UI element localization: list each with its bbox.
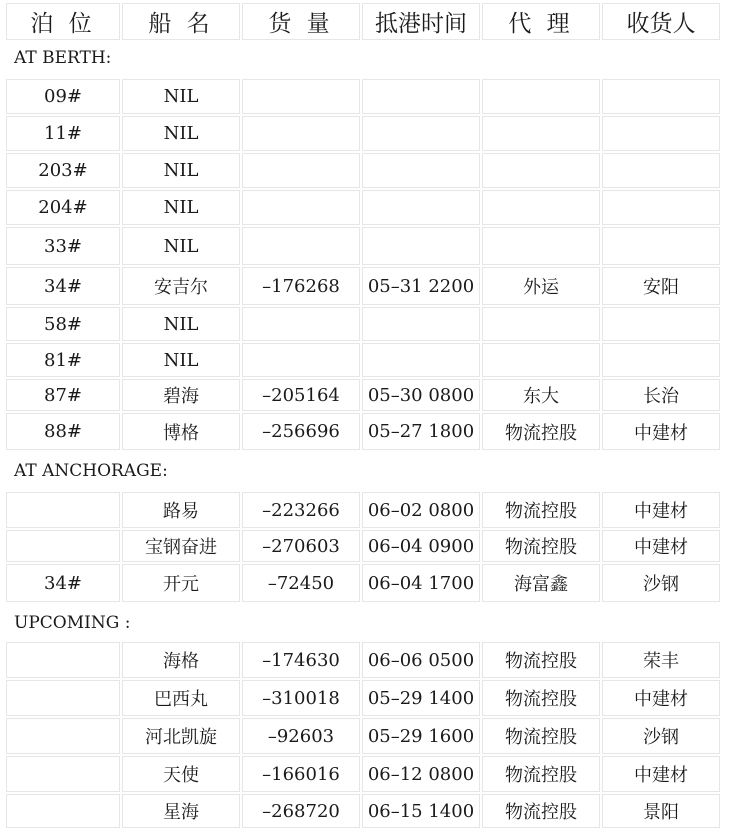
arrival-cell: 05–29 1400 bbox=[362, 680, 480, 716]
berth-cell: 87# bbox=[6, 379, 120, 411]
quantity-cell bbox=[242, 190, 360, 225]
vessel-cell: 河北凯旋 bbox=[122, 718, 240, 754]
berth-cell bbox=[6, 756, 120, 792]
agent-cell: 物流控股 bbox=[482, 718, 600, 754]
table-row bbox=[6, 756, 734, 792]
agent-cell bbox=[482, 190, 600, 225]
arrival-cell bbox=[362, 116, 480, 151]
table-row bbox=[6, 680, 734, 716]
agent-cell: 物流控股 bbox=[482, 530, 600, 562]
arrival-cell: 05–27 1800 bbox=[362, 413, 480, 450]
quantity-cell bbox=[242, 153, 360, 188]
arrival-cell: 06–04 1700 bbox=[362, 564, 480, 602]
vessel-cell: 路易 bbox=[122, 492, 240, 528]
vessel-cell: NIL bbox=[122, 307, 240, 341]
arrival-cell bbox=[362, 227, 480, 265]
header-agent: 代 理 bbox=[482, 3, 600, 40]
arrival-cell: 05–29 1600 bbox=[362, 718, 480, 754]
berth-cell bbox=[6, 642, 120, 678]
arrival-cell bbox=[362, 79, 480, 114]
table-row bbox=[6, 267, 734, 305]
arrival-cell bbox=[362, 343, 480, 377]
vessel-cell: 巴西丸 bbox=[122, 680, 240, 716]
header-quantity: 货 量 bbox=[242, 3, 360, 40]
berth-cell: 203# bbox=[6, 153, 120, 188]
quantity-cell bbox=[242, 116, 360, 151]
vessel-cell: NIL bbox=[122, 116, 240, 151]
table-row bbox=[6, 153, 734, 188]
arrival-cell bbox=[362, 153, 480, 188]
arrival-cell: 05–30 0800 bbox=[362, 379, 480, 411]
quantity-cell: –92603 bbox=[242, 718, 360, 754]
vessel-cell: NIL bbox=[122, 343, 240, 377]
consignee-cell: 中建材 bbox=[602, 680, 720, 716]
section-title-at-berth: AT BERTH: bbox=[14, 48, 112, 68]
berth-cell: 09# bbox=[6, 79, 120, 114]
consignee-cell bbox=[602, 79, 720, 114]
arrival-cell bbox=[362, 307, 480, 341]
agent-cell: 物流控股 bbox=[482, 756, 600, 792]
arrival-cell bbox=[362, 190, 480, 225]
table-row bbox=[6, 413, 734, 450]
vessel-cell: 海格 bbox=[122, 642, 240, 678]
arrival-cell: 06–12 0800 bbox=[362, 756, 480, 792]
agent-cell bbox=[482, 79, 600, 114]
table-row bbox=[6, 564, 734, 602]
table-row bbox=[6, 530, 734, 562]
header-consignee: 收货人 bbox=[602, 3, 720, 40]
quantity-cell: –256696 bbox=[242, 413, 360, 450]
agent-cell: 东大 bbox=[482, 379, 600, 411]
berth-cell bbox=[6, 794, 120, 828]
header-row bbox=[6, 3, 734, 40]
berth-cell: 204# bbox=[6, 190, 120, 225]
table-row bbox=[6, 343, 734, 377]
arrival-cell: 05–31 2200 bbox=[362, 267, 480, 305]
quantity-cell: –72450 bbox=[242, 564, 360, 602]
table-row bbox=[6, 718, 734, 754]
arrival-cell: 06–04 0900 bbox=[362, 530, 480, 562]
vessel-cell: 宝钢奋进 bbox=[122, 530, 240, 562]
berth-cell bbox=[6, 492, 120, 528]
table-row bbox=[6, 379, 734, 411]
consignee-cell: 中建材 bbox=[602, 413, 720, 450]
agent-cell bbox=[482, 153, 600, 188]
consignee-cell: 荣丰 bbox=[602, 642, 720, 678]
vessel-cell: 安吉尔 bbox=[122, 267, 240, 305]
berth-cell: 34# bbox=[6, 267, 120, 305]
table-row bbox=[6, 794, 734, 828]
vessel-cell: 星海 bbox=[122, 794, 240, 828]
quantity-cell: –223266 bbox=[242, 492, 360, 528]
consignee-cell bbox=[602, 227, 720, 265]
vessel-cell: 碧海 bbox=[122, 379, 240, 411]
agent-cell: 外运 bbox=[482, 267, 600, 305]
consignee-cell bbox=[602, 116, 720, 151]
arrival-cell: 06–15 1400 bbox=[362, 794, 480, 828]
consignee-cell: 沙钢 bbox=[602, 564, 720, 602]
agent-cell: 物流控股 bbox=[482, 680, 600, 716]
berth-cell: 81# bbox=[6, 343, 120, 377]
arrival-cell: 06–02 0800 bbox=[362, 492, 480, 528]
vessel-cell: NIL bbox=[122, 190, 240, 225]
header-arrival-time: 抵港时间 bbox=[362, 3, 480, 40]
berth-cell: 33# bbox=[6, 227, 120, 265]
table-row bbox=[6, 190, 734, 225]
agent-cell bbox=[482, 116, 600, 151]
vessel-cell: 博格 bbox=[122, 413, 240, 450]
berth-cell: 34# bbox=[6, 564, 120, 602]
agent-cell: 物流控股 bbox=[482, 642, 600, 678]
quantity-cell: –205164 bbox=[242, 379, 360, 411]
berth-cell: 88# bbox=[6, 413, 120, 450]
quantity-cell bbox=[242, 307, 360, 341]
consignee-cell: 中建材 bbox=[602, 492, 720, 528]
berth-cell bbox=[6, 530, 120, 562]
quantity-cell bbox=[242, 79, 360, 114]
header-berth: 泊 位 bbox=[6, 3, 120, 40]
agent-cell: 海富鑫 bbox=[482, 564, 600, 602]
agent-cell: 物流控股 bbox=[482, 492, 600, 528]
consignee-cell: 中建材 bbox=[602, 756, 720, 792]
berth-cell bbox=[6, 680, 120, 716]
consignee-cell: 沙钢 bbox=[602, 718, 720, 754]
consignee-cell: 景阳 bbox=[602, 794, 720, 828]
vessel-cell: NIL bbox=[122, 227, 240, 265]
table-row bbox=[6, 116, 734, 151]
table-row bbox=[6, 492, 734, 528]
consignee-cell bbox=[602, 343, 720, 377]
table-row bbox=[6, 227, 734, 265]
quantity-cell bbox=[242, 343, 360, 377]
agent-cell bbox=[482, 227, 600, 265]
agent-cell: 物流控股 bbox=[482, 794, 600, 828]
consignee-cell: 长治 bbox=[602, 379, 720, 411]
table-row bbox=[6, 642, 734, 678]
consignee-cell bbox=[602, 190, 720, 225]
quantity-cell: –268720 bbox=[242, 794, 360, 828]
vessel-cell: 天使 bbox=[122, 756, 240, 792]
header-vessel: 船 名 bbox=[122, 3, 240, 40]
table-row bbox=[6, 307, 734, 341]
berth-cell bbox=[6, 718, 120, 754]
section-title-at-anchorage: AT ANCHORAGE: bbox=[14, 461, 168, 481]
table-row bbox=[6, 79, 734, 114]
berth-cell: 11# bbox=[6, 116, 120, 151]
agent-cell bbox=[482, 343, 600, 377]
section-title-upcoming: UPCOMING : bbox=[14, 613, 131, 633]
vessel-cell: NIL bbox=[122, 79, 240, 114]
quantity-cell: –166016 bbox=[242, 756, 360, 792]
agent-cell: 物流控股 bbox=[482, 413, 600, 450]
consignee-cell bbox=[602, 153, 720, 188]
arrival-cell: 06–06 0500 bbox=[362, 642, 480, 678]
consignee-cell: 安阳 bbox=[602, 267, 720, 305]
berth-cell: 58# bbox=[6, 307, 120, 341]
quantity-cell: –270603 bbox=[242, 530, 360, 562]
vessel-cell: NIL bbox=[122, 153, 240, 188]
vessel-cell: 开元 bbox=[122, 564, 240, 602]
consignee-cell bbox=[602, 307, 720, 341]
quantity-cell: –174630 bbox=[242, 642, 360, 678]
consignee-cell: 中建材 bbox=[602, 530, 720, 562]
quantity-cell: –176268 bbox=[242, 267, 360, 305]
agent-cell bbox=[482, 307, 600, 341]
quantity-cell: –310018 bbox=[242, 680, 360, 716]
quantity-cell bbox=[242, 227, 360, 265]
